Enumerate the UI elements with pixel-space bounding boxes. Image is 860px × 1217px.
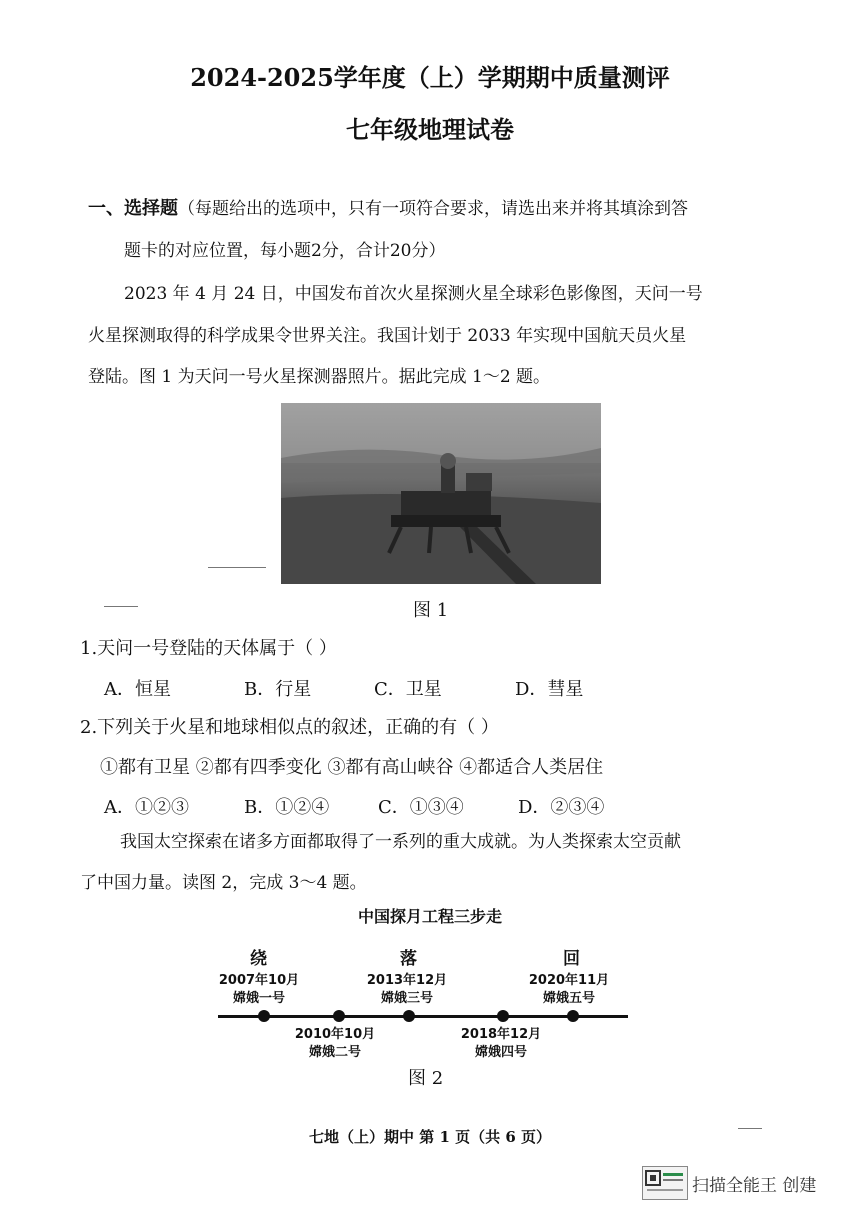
figure1-caption: 图 1 (413, 600, 449, 621)
timeline-dot (403, 1010, 415, 1022)
event-date: 2010年10月 (294, 1027, 376, 1042)
q2-option-a: A．①②③ (104, 797, 189, 818)
q1-option-b: B．行星 (244, 679, 312, 700)
timeline-dot (258, 1010, 270, 1022)
timeline-dot (333, 1010, 345, 1022)
mars-rover-illustration (281, 403, 601, 584)
event-chang-e-3 (352, 972, 462, 1008)
phase-return-label: 回 (563, 949, 580, 969)
scanner-logo-icon (642, 1166, 688, 1200)
event-date: 2013年12月 (366, 973, 448, 988)
scan-mark (104, 606, 138, 607)
event-date: 2020年11月 (528, 973, 610, 988)
event-name: 嫦娥三号 (380, 991, 433, 1006)
figure2-caption: 图 2 (408, 1068, 444, 1089)
section-heading: 一、选择题 (88, 198, 178, 219)
passage1-line-1: 2023 年 4 月 24 日，中国发布首次火星探测火星全球彩色影像图，天问一号 (124, 284, 703, 304)
q2-option-d: D．②③④ (518, 797, 605, 818)
event-name: 嫦娥四号 (474, 1045, 527, 1060)
q2-option-b: B．①②④ (244, 797, 330, 818)
q2-statements: ①都有卫星 ②都有四季变化 ③都有高山峡谷 ④都适合人类居住 (100, 757, 604, 778)
timeline-dot (497, 1010, 509, 1022)
event-date: 2018年12月 (460, 1027, 542, 1042)
mars-rover-photo (281, 403, 601, 584)
passage2-line-1: 我国太空探索在诸多方面都取得了一系列的重大成就。为人类探索太空贡献 (120, 832, 681, 852)
event-chang-e-2 (280, 1026, 390, 1062)
instruction-line-2: 题卡的对应位置，每小题2分，合计20分） (124, 241, 446, 261)
timeline-title: 中国探月工程三步走 (357, 907, 502, 926)
section-instruction (88, 198, 688, 220)
scanner-watermark: 扫描全能王 创建 (692, 1176, 817, 1196)
timeline-dot (567, 1010, 579, 1022)
exam-subtitle: 七年级地理试卷 (346, 115, 514, 144)
phase-orbit-label: 绕 (250, 949, 267, 969)
event-name: 嫦娥二号 (308, 1045, 361, 1060)
exam-title: 2024-2025学年度（上）学期期中质量测评 (190, 63, 670, 92)
event-chang-e-1 (204, 972, 314, 1008)
event-name: 嫦娥五号 (542, 991, 595, 1006)
instruction-line-1: （每题给出的选项中，只有一项符合要求，请选出来并将其填涂到答 (178, 199, 688, 219)
q1-option-d: D．彗星 (515, 679, 584, 700)
q2-option-c: C．①③④ (378, 797, 464, 818)
passage1-line-2: 火星探测取得的科学成果令世界关注。我国计划于 2033 年实现中国航天员火星 (88, 326, 687, 346)
passage2-line-2: 了中国力量。读图 2，完成 3～4 题。 (80, 873, 367, 893)
event-chang-e-5 (514, 972, 624, 1008)
phase-land-label: 落 (400, 949, 417, 969)
page-footer: 七地（上）期中 第 1 页（共 6 页） (309, 1128, 551, 1146)
scan-mark (738, 1128, 762, 1129)
event-date: 2007年10月 (218, 973, 300, 988)
event-chang-e-4 (446, 1026, 556, 1062)
q1-option-a: A．恒星 (104, 679, 171, 700)
q1-option-c: C．卫星 (374, 679, 442, 700)
scan-mark (208, 567, 266, 568)
passage1-line-3: 登陆。图 1 为天问一号火星探测器照片。据此完成 1～2 题。 (88, 367, 551, 387)
event-name: 嫦娥一号 (232, 991, 285, 1006)
q1-stem: 1.天问一号登陆的天体属于（ ） (80, 638, 337, 659)
q2-stem: 2.下列关于火星和地球相似点的叙述，正确的有（ ） (80, 717, 499, 738)
